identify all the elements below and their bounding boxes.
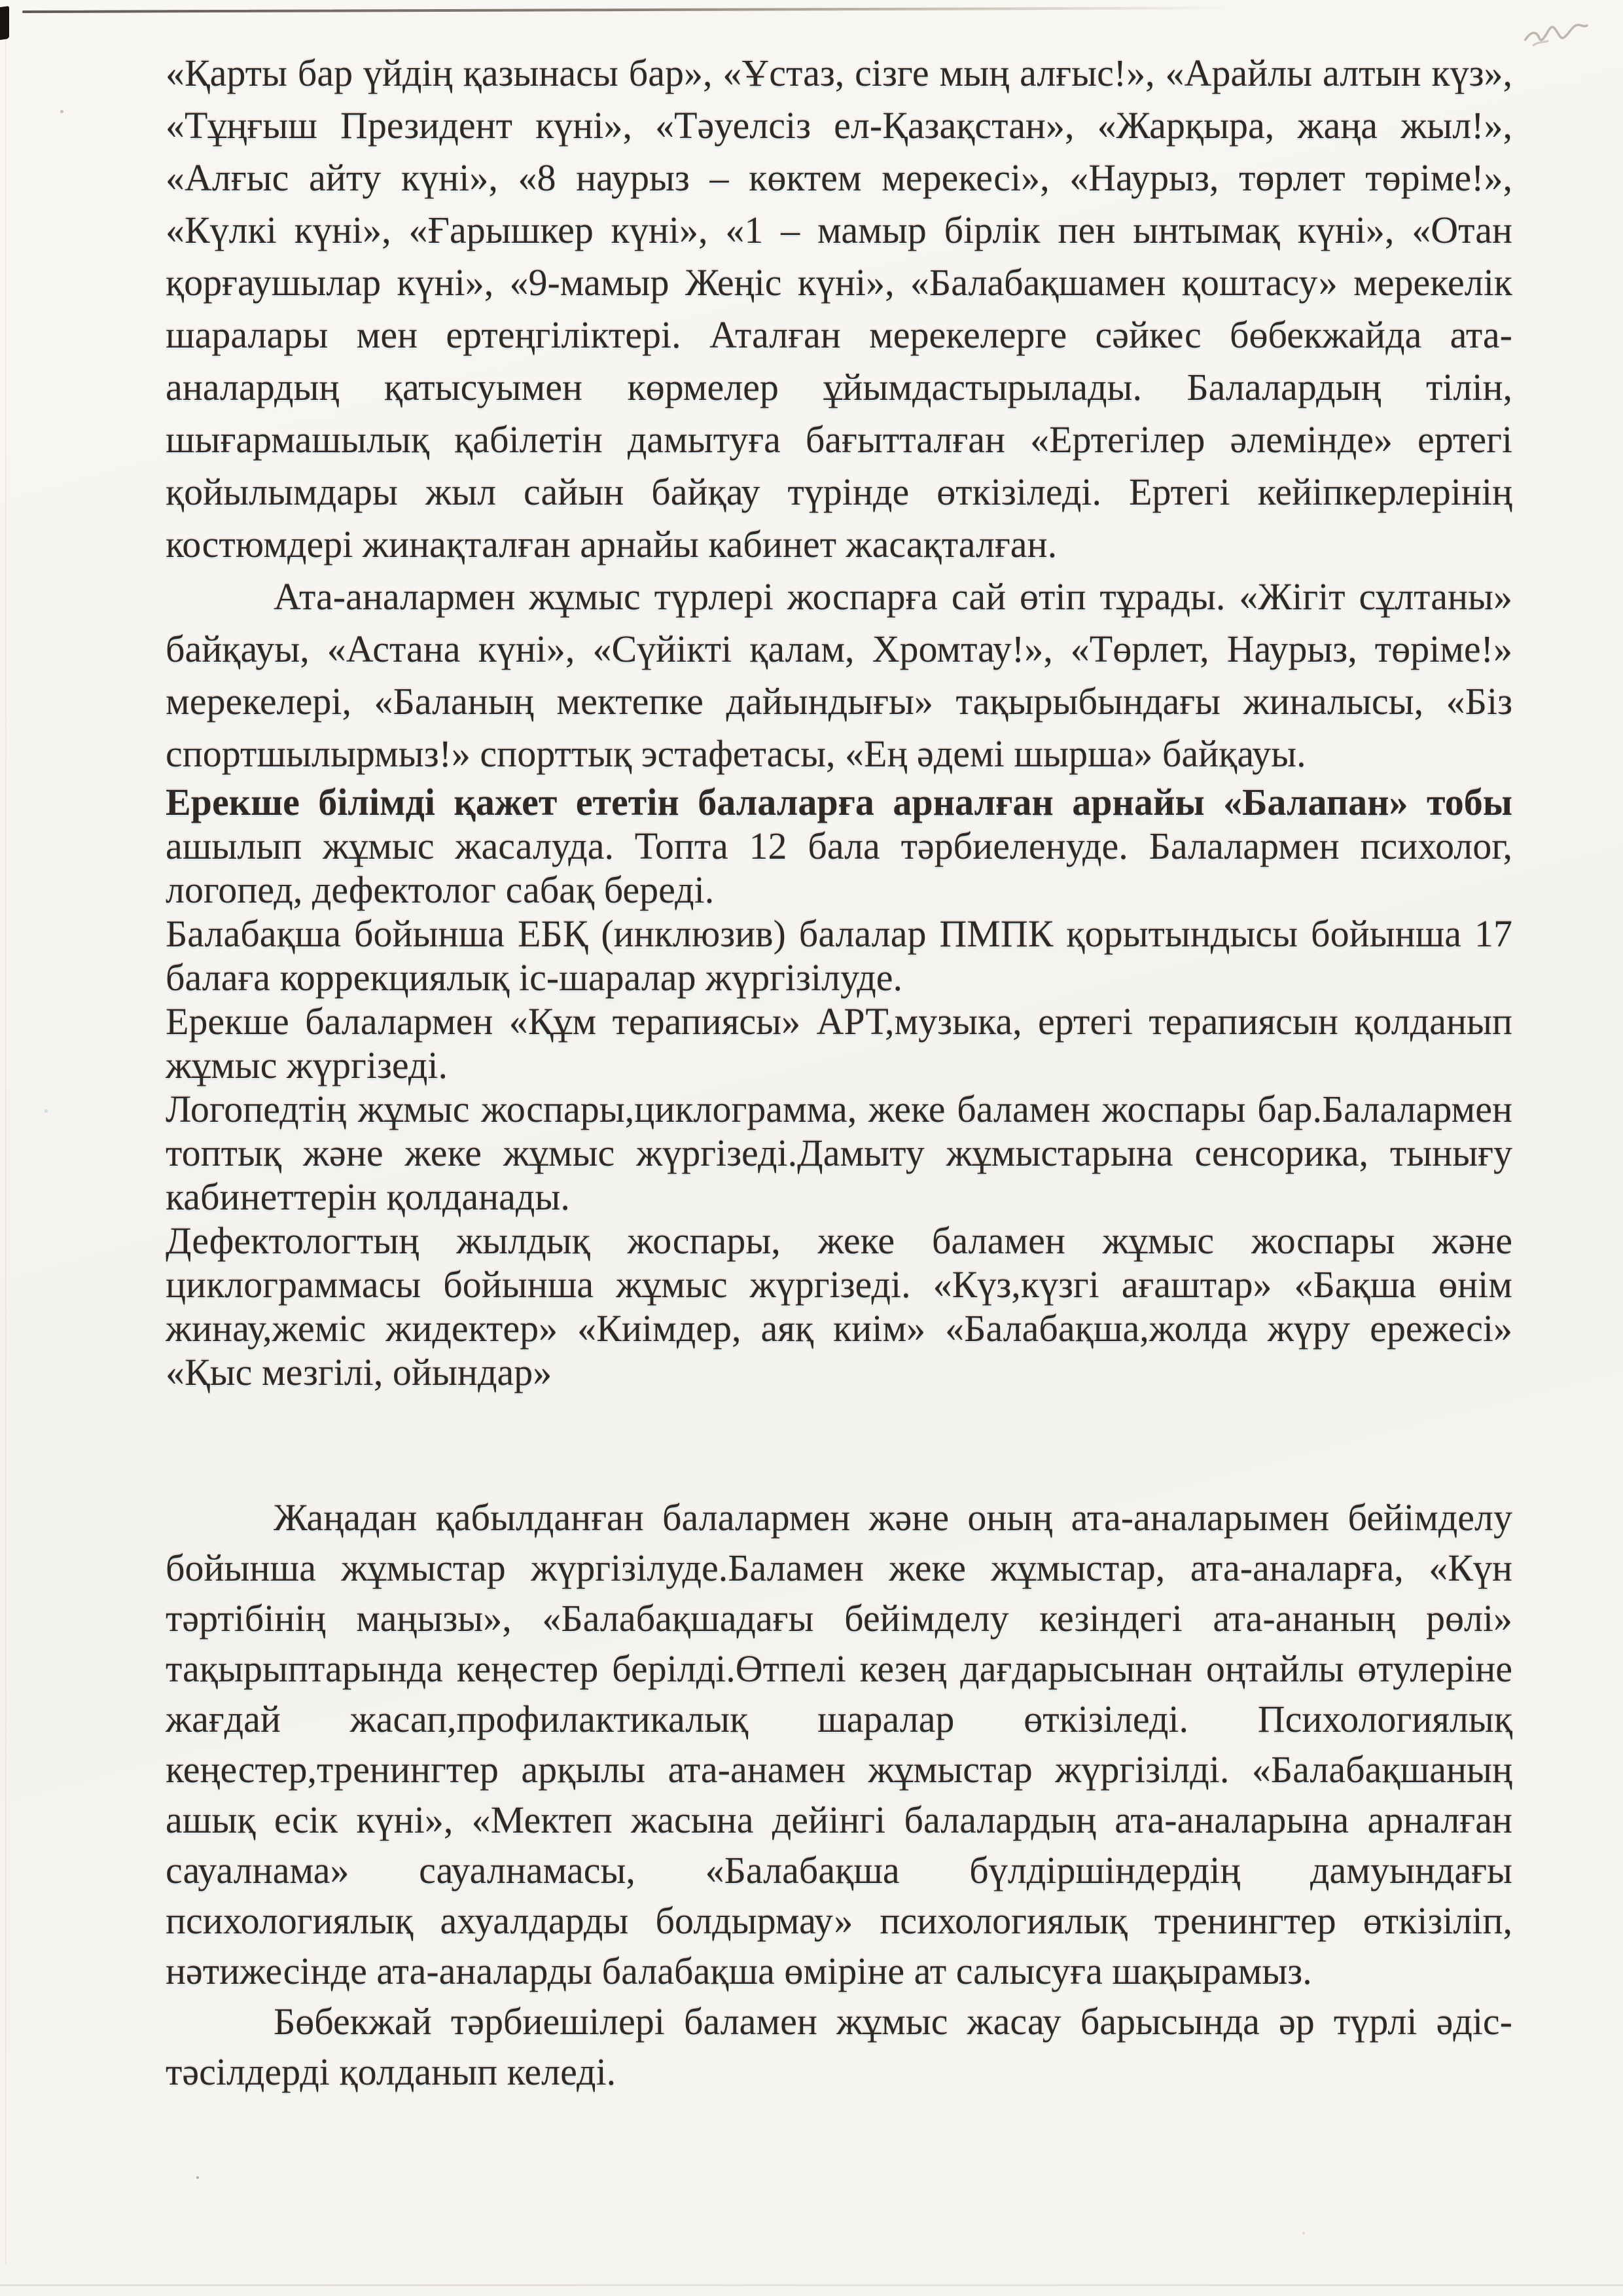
- paragraph-teachers-methods: Бөбекжай тәрбиешілері баламен жұмыс жасау барысында әр түрлі әдіс-тәсілдерді қолданып келеді.: [166, 2000, 1512, 2093]
- paragraph-defectologist: Дефектологтың жылдық жоспары, жеке баламен жұмыс жоспары және циклограммасы бойынша жұмыс жүргізеді. «Күз,күзгі ағаштар» «Бақша өнім жинау,жеміс жидектер» «Киімдер, аяқ киім» «Балабақша,жолда жүру ережесі» «Қыс мезгілі, ойындар»: [166, 1219, 1512, 1393]
- scan-corner-mark: [0, 6, 9, 40]
- scan-speck: [196, 2176, 199, 2179]
- paragraph-speech-therapist: Логопедтің жұмыс жоспары,циклограмма, жеке баламен жоспары бар.Балалармен топтық және жеке жұмыс жүргізеді.Дамыту жұмыстарына сенсорика, тынығу кабинеттерін қолданады.: [166, 1088, 1512, 1218]
- scan-speck: [60, 110, 63, 113]
- paragraph-adaptation-psychology: Жаңадан қабылданған балалармен және оның ата-аналарымен бейімделу бойынша жұмыстар жүргізілуде.Баламен жеке жұмыстар, ата-аналарға, «Күн тәртібінің маңызы», «Балабақшадағы бейімделу кезіндегі ата-ананың рөлі» тақырыптарында кеңестер берілді.Өтпелі кезең дағдарысынан оңтайлы өтулеріне жағдай жасап,профилактикалық шаралар өткізіледі. Психологиялық кеңестер,тренингтер арқылы ата-анамен жұмыстар жүргізілді. «Балабақшаның ашық есік күні», «Мектеп жасына дейінгі балалардың ата-аналарына арналған сауалнама» сауалнамасы, «Балабақша бүлдіршіндердің дамуындағы психологиялық ахуалдарды болдырмау» психологиялық тренингтер өткізіліп, нәтижесінде ата-аналарды балабақша өміріне ат салысуға шақырамыз.: [166, 1496, 1512, 1992]
- scan-speck: [1302, 2232, 1305, 2234]
- pencil-scribble-mark: [1520, 12, 1598, 58]
- scan-bottom-edge-shadow: [0, 2284, 1623, 2286]
- paragraph-inclusive-children: Балабақша бойынша ЕБҚ (инклюзив) балалар ПМПК қорытындысы бойынша 17 балаға коррекциялық іс-шаралар жүргізілуде.: [166, 912, 1512, 999]
- paragraph-balapan-group: [166, 780, 1512, 912]
- section-holidays-and-parents: [166, 47, 1512, 780]
- balapan-group-text: ашылып жұмыс жасалуда. Топта 12 бала тәрбиеленуде. Балалармен психолог, логопед, дефектолог сабақ береді.: [166, 825, 1512, 911]
- paragraph-holiday-events: «Қарты бар үйдің қазынасы бар», «Ұстаз, сізге мың алғыс!», «Арайлы алтын күз», «Тұңғыш Президент күні», «Тәуелсіз ел-Қазақстан», «Жарқыра, жаңа жыл!», «Алғыс айту күні», «8 наурыз – көктем мерекесі», «Наурыз, төрлет төріме!», «Күлкі күні», «Ғарышкер күні», «1 – мамыр бірлік пен ынтымақ күні», «Отан қорғаушылар күні», «9-мамыр Жеңіс күні», «Балабақшамен қоштасу» мерекелік шаралары мен ертеңгіліктері. Аталған мерекелерге сәйкес бөбекжайда ата-аналардың қатысуымен көрмелер ұйымдастырылады. Балалардың тілін, шығармашылық қабілетін дамытуға бағытталған «Ертегілер әлемінде» ертегі қойылымдары жыл сайын байқау түрінде өткізіледі. Ертегі кейіпкерлерінің костюмдері жинақталған арнайы кабинет жасақталған.: [166, 52, 1512, 565]
- paragraph-sand-therapy: Ерекше балалармен «Құм терапиясы» АРТ,музыка, ертегі терапиясын қолданып жұмыс жүргізеді.: [166, 1000, 1512, 1086]
- section-adaptation-and-methods: [166, 1492, 1512, 2097]
- paragraph-parents-work: Ата-аналармен жұмыс түрлері жоспарға сай өтіп тұрады. «Жігіт сұлтаны» байқауы, «Астана күні», «Сүйікті қалам, Хромтау!», «Төрлет, Наурыз, төріме!» мерекелері, «Баланың мектепке дайындығы» тақырыбындағы жиналысы, «Біз спортшылырмыз!» спорттық эстафетасы, «Ең әдемі шырша» байқауы.: [166, 575, 1512, 775]
- scan-top-edge-line: [22, 7, 1233, 13]
- balapan-group-bold-lead: Ерекше білімді қажет ететін балаларға арналған арнайы «Балапан» тобы: [166, 781, 1512, 823]
- scan-left-edge-shadow: [5, 39, 7, 2265]
- scan-speck: [45, 1109, 48, 1113]
- document-body: [166, 47, 1512, 2097]
- section-special-needs: [166, 780, 1512, 1394]
